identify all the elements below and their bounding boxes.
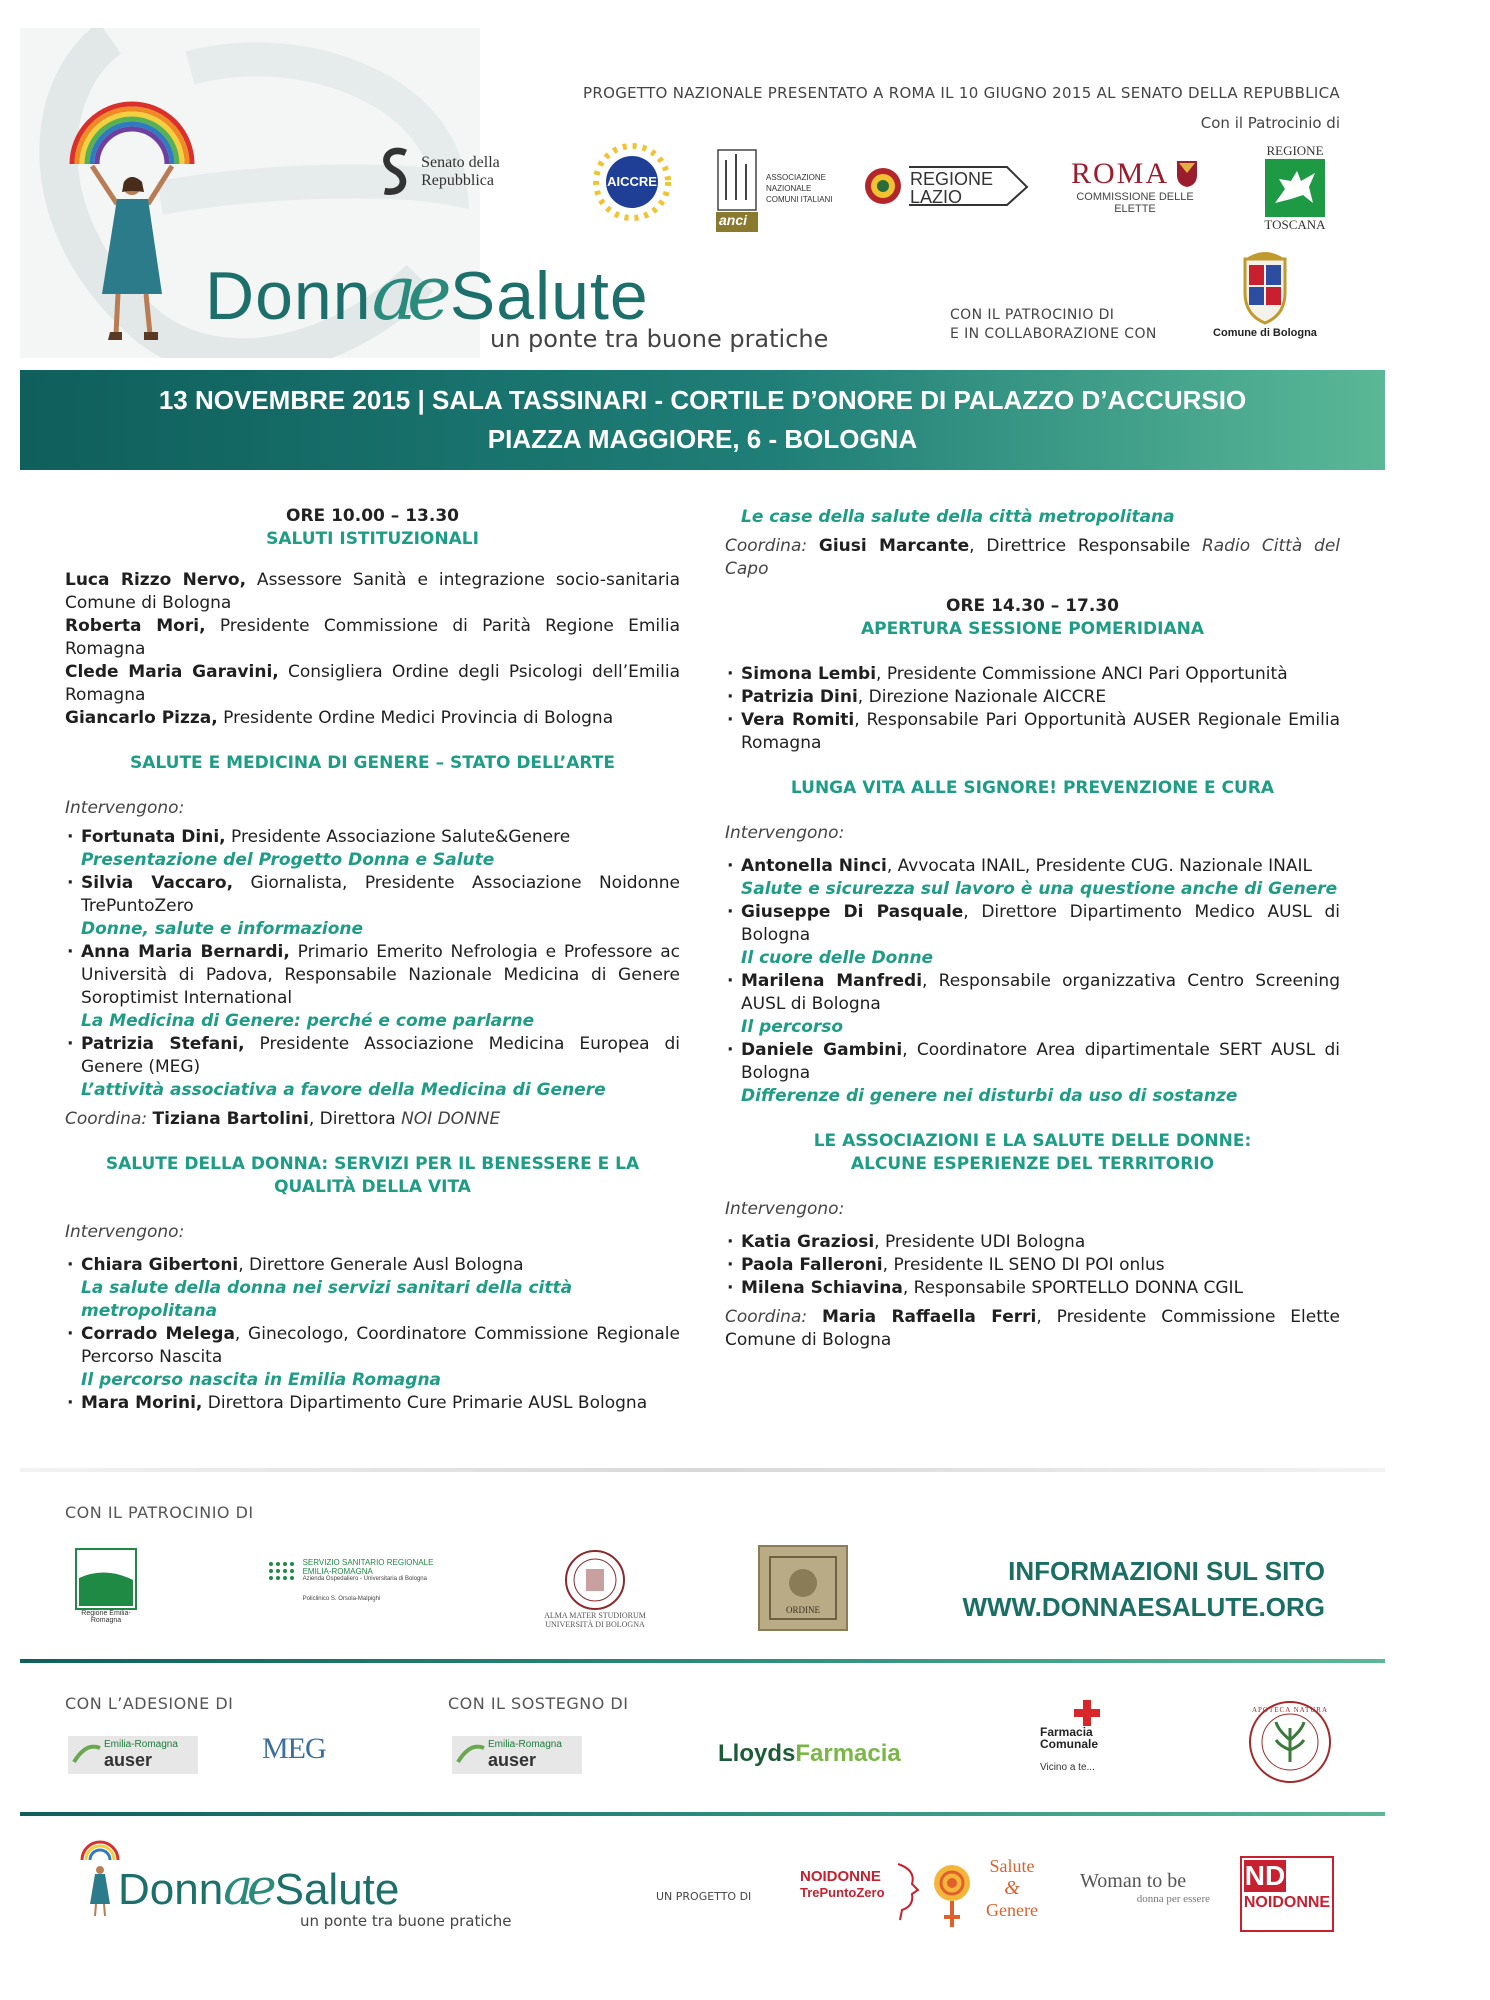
meg-logo: MEG (262, 1732, 326, 1765)
speaker-item: · Silvia Vaccaro, Giornalista, Presidente Associazione Noidonne TrePuntoZero (65, 872, 680, 918)
senato-logo (375, 142, 570, 202)
roma-shield-icon (1175, 159, 1199, 189)
speakers-label: Intervengono: (725, 1199, 845, 1219)
anci-short-label: anci (718, 212, 747, 228)
speakers-label: Intervengono: (725, 823, 845, 843)
talk-title: Le case della salute della città metropolitana (741, 507, 1175, 527)
lloyds-farmacia-logo (718, 1740, 901, 1768)
ssr-dots-icon (267, 1558, 297, 1602)
profile-face-icon (894, 1862, 920, 1922)
coordinator-line: Coordina: Giusi Marcante, Direttrice Responsabile Radio Città del Capo (725, 536, 1340, 579)
speaker-item: · Katia Graziosi, Presidente UDI Bologna (725, 1231, 1340, 1254)
teal-divider (20, 1659, 1385, 1663)
small-rainbow-woman-icon (78, 1838, 122, 1918)
woman-to-be-logo (1080, 1870, 1210, 1930)
speaker-item: · Antonella Ninci, Avvocata INAIL, Presidente CUG. Nazionale INAIL (725, 855, 1340, 878)
tagline: un ponte tra buone pratiche (490, 325, 829, 353)
afternoon-title: APERTURA SESSIONE POMERIDIANA (860, 619, 1205, 639)
ssr-line-1: SERVIZIO SANITARIO REGIONALE (302, 1558, 434, 1567)
speaker-item: · Chiara Gibertoni, Direttore Generale Ausl Bologna (65, 1254, 680, 1277)
brand-left: Donn (205, 258, 372, 334)
noidonne-magazine-logo (1240, 1856, 1334, 1932)
farmacia-slogan: Vicino a te... (1040, 1762, 1095, 1773)
footer-patronage-label: CON IL PATROCINIO DI (65, 1503, 254, 1522)
donna-e-salute-brand (205, 248, 649, 337)
project-label: UN PROGETTO DI (656, 1890, 752, 1903)
apoteca-natura-logo (1248, 1700, 1332, 1784)
roma-subtitle: COMMISSIONE DELLE ELETTE (1076, 191, 1194, 215)
auser-swoosh-icon (72, 1742, 102, 1768)
speaker-item: · Patrizia Stefani, Presidente Associazione Medicina Europea di Genere (MEG) (65, 1033, 680, 1079)
afternoon-time: ORE 14.30 – 17.30 (946, 596, 1119, 616)
woman-to-be-label: Woman to be (1080, 1870, 1187, 1892)
morning-time: ORE 10.00 – 13.30 (286, 506, 459, 526)
speaker-item: · Marilena Manfredi, Responsabile organizzativa Centro Screening AUSL di Bologna (725, 970, 1340, 1016)
regione-lazio-logo (862, 160, 1037, 212)
unibo-seal-icon (564, 1549, 626, 1611)
toscana-top-label: REGIONE (1266, 143, 1324, 158)
talk-title: Il cuore delle Donne (741, 948, 934, 968)
aiccre-label: AICCRE (607, 174, 657, 189)
farmacia-line-2: Comunale (1040, 1737, 1099, 1751)
auser-support-region: Emilia-Romagna (488, 1739, 562, 1750)
regione-emilia-romagna-logo (72, 1545, 140, 1627)
nd-noidonne-label: NOIDONNE (1243, 1894, 1331, 1911)
auser-support-label: auser (488, 1750, 537, 1770)
speaker-item: · Anna Maria Bernardi, Primario Emerito Nefrologia e Professore ac Università di Padova, Responsabile Nazionale Medicina di Genere Soroptimist International (65, 941, 680, 1010)
roma-logo (1055, 155, 1215, 217)
emilia-label: Regione Emilia-Romagna (81, 1610, 131, 1624)
talk-title: La Medicina di Genere: perché e come parlarne (81, 1011, 535, 1031)
nd-label: ND (1244, 1860, 1286, 1891)
auser-support-swoosh-icon (456, 1742, 486, 1768)
brand-ae: ae (371, 248, 442, 337)
woman-to-be-sub: donna per essere (1136, 1893, 1210, 1905)
talk-title: Il percorso (741, 1017, 844, 1037)
apoteca-label: APOTECA NATURA (1251, 1706, 1329, 1714)
unibo-line-1: ALMA MATER STUDIORUM (544, 1611, 646, 1620)
lloyds-label: Lloyds (718, 1740, 796, 1767)
speaker-item: · Fortunata Dini, Presidente Associazione Salute&Genere (65, 826, 680, 849)
auser-support-logo (452, 1736, 582, 1774)
section-title-medicina-genere: SALUTE E MEDICINA DI GENERE – STATO DELL’ARTE (130, 753, 615, 773)
comune-bologna-logo (1210, 244, 1320, 344)
opening-item: · Patrizia Dini, Direzione Nazionale AICCRE (725, 686, 1340, 709)
speaker-item: · Giuseppe Di Pasquale, Direttore Dipartimento Medico AUSL di Bologna (725, 901, 1340, 947)
lazio-emblem-icon (863, 166, 903, 206)
rainbow-woman-illustration (62, 94, 202, 344)
collab-line-1: CON IL PATROCINIO DI (950, 307, 1115, 323)
farmacia-comunale-label (1040, 1726, 1098, 1750)
auser-label: auser (104, 1750, 153, 1770)
adhesion-label: CON L’ADESIONE DI (65, 1694, 234, 1713)
ordine-medici-logo (758, 1545, 848, 1631)
pharmacy-cross-icon (1074, 1700, 1100, 1726)
section-title-associazioni: LE ASSOCIAZIONI E LA SALUTE DELLE DONNE: (813, 1131, 1252, 1151)
section-divider (20, 1468, 1385, 1472)
senato-label: Senato della Repubblica (421, 154, 500, 189)
unibo-logo (530, 1545, 660, 1633)
emilia-romagna-emblem-icon (75, 1548, 137, 1610)
unibo-line-2: UNIVERSITÀ DI BOLOGNA (545, 1620, 645, 1629)
section-title-associazioni-2: ALCUNE ESPERIENZE DEL TERRITORIO (850, 1154, 1215, 1174)
farmacia-label: Farmacia (795, 1740, 901, 1767)
talk-title: Donne, salute e informazione (81, 919, 364, 939)
program-left-column (65, 505, 680, 1415)
lazio-label: REGIONE LAZIO (910, 169, 994, 207)
support-label: CON IL SOSTEGNO DI (448, 1694, 629, 1713)
speaker-item: · Daniele Gambini, Coordinatore Area dipartimentale SERT AUSL di Bologna (725, 1039, 1340, 1085)
ssr-line-2: EMILIA-ROMAGNA (302, 1567, 373, 1576)
website-link[interactable]: WWW.DONNAESALUTE.ORG (962, 1592, 1325, 1622)
speakers-label: Intervengono: (65, 798, 185, 818)
teal-divider-2 (20, 1812, 1385, 1816)
greeting-item: Roberta Mori, Presidente Commissione di Parità Regione Emilia Romagna (65, 616, 680, 659)
info-label: INFORMAZIONI SUL SITO (1008, 1556, 1325, 1586)
talk-title: La salute della donna nei servizi sanitari della città metropolitana (81, 1278, 573, 1321)
footer-tagline: un ponte tra buone pratiche (300, 1912, 512, 1930)
footer-brand-right: Salute (274, 1865, 400, 1914)
ssr-emilia-romagna-logo (250, 1558, 450, 1618)
trepuntozero-label: TrePuntoZero (800, 1885, 885, 1900)
anci-label: ASSOCIAZIONE NAZIONALE COMUNI ITALIANI (766, 172, 833, 204)
ssr-line-4: Policlinico S. Orsola-Malpighi (302, 1596, 381, 1602)
speaker-item: · Mara Morini, Direttora Dipartimento Cure Primarie AUSL Bologna (65, 1392, 680, 1415)
farmacia-comunale-logo (1038, 1700, 1124, 1784)
footer-brand (118, 1858, 399, 1916)
speaker-item: · Milena Schiavina, Responsabile SPORTELLO DONNA CGIL (725, 1277, 1340, 1300)
noidonne-label: NOIDONNE (800, 1868, 881, 1885)
talk-title: Salute e sicurezza sul lavoro è una questione anche di Genere (741, 879, 1338, 899)
brand-right: Salute (449, 258, 649, 334)
ordine-label: ORDINE (786, 1605, 820, 1615)
program-right-column (725, 506, 1340, 1352)
banner-line-1: 13 NOVEMBRE 2015 | SALA TASSINARI - CORTILE D’ONORE DI PALAZZO D’ACCURSIO (158, 385, 1247, 415)
opening-item: · Vera Romiti, Responsabile Pari Opportunità AUSER Regionale Emilia Romagna (725, 709, 1340, 755)
senato-emblem-icon (375, 144, 417, 200)
regione-toscana-logo (1255, 138, 1335, 238)
greeting-item: Clede Maria Garavini, Consigliera Ordine degli Psicologi dell’Emilia Romagna (65, 662, 680, 705)
noidonne-trepuntozero-logo (800, 1868, 920, 1924)
salute-genere-logo (930, 1855, 1050, 1933)
banner-line-2: PIAZZA MAGGIORE, 6 - BOLOGNA (487, 424, 918, 454)
sg-line-1: Salute (989, 1856, 1035, 1876)
footer-brand-ae: ae (223, 1858, 271, 1916)
coordinator-line: Coordina: Tiziana Bartolini, Direttora NOI DONNE (65, 1109, 501, 1129)
roma-label: ROMA (1070, 157, 1169, 190)
morning-title: SALUTI ISTITUZIONALI (266, 529, 479, 549)
ssr-line-3: Azienda Ospedaliero - Universitaria di Bologna (302, 1576, 427, 1582)
footer-brand-left: Donn (118, 1865, 224, 1914)
sg-line-3: Genere (986, 1900, 1038, 1920)
toscana-bottom-label: TOSCANA (1264, 217, 1326, 232)
section-title-salute-donna: SALUTE DELLA DONNA: SERVIZI PER IL BENESSERE E LA (105, 1154, 640, 1174)
website-info (945, 1553, 1325, 1625)
pegasus-icon (1265, 159, 1325, 217)
sg-line-2: & (1004, 1877, 1020, 1899)
speakers-label: Intervengono: (65, 1222, 185, 1242)
speaker-item: · Corrado Melega, Ginecologo, Coordinatore Commissione Regionale Percorso Nascita (65, 1323, 680, 1369)
collaboration-text (950, 306, 1157, 344)
aiccre-logo (587, 142, 677, 222)
section-title-salute-donna-2: QUALITÀ DELLA VITA (274, 1177, 471, 1197)
talk-title: L’attività associativa a favore della Medicina di Genere (81, 1080, 606, 1100)
event-banner (20, 370, 1385, 470)
talk-title: Presentazione del Progetto Donna e Salute (81, 850, 495, 870)
farmacia-line-1: Farmacia (1040, 1725, 1093, 1739)
auser-region: Emilia-Romagna (104, 1739, 178, 1750)
opening-item: · Simona Lembi, Presidente Commissione ANCI Pari Opportunità (725, 663, 1340, 686)
bologna-label: Comune di Bologna (1213, 327, 1317, 339)
greeting-item: Giancarlo Pizza, Presidente Ordine Medici Provincia di Bologna (65, 708, 614, 728)
venus-spiral-icon (930, 1859, 974, 1933)
greeting-item: Luca Rizzo Nervo, Assessore Sanità e integrazione socio-sanitaria Comune di Bologna (65, 570, 680, 613)
talk-title: Il percorso nascita in Emilia Romagna (81, 1370, 442, 1390)
bologna-crest-icon (1233, 249, 1297, 327)
section-title-lunga-vita: LUNGA VITA ALLE SIGNORE! PREVENZIONE E CURA (790, 778, 1275, 798)
speaker-item: · Paola Falleroni, Presidente IL SENO DI POI onlus (725, 1254, 1340, 1277)
auser-logo (68, 1736, 198, 1774)
coordinator-line: Coordina: Maria Raffaella Ferri, Presidente Commissione Elette Comune di Bologna (725, 1307, 1341, 1350)
national-project-line: PROGETTO NAZIONALE PRESENTATO A ROMA IL 10 GIUGNO 2015 AL SENATO DELLA REPUBBLICA (583, 84, 1340, 102)
talk-title: Differenze di genere nei disturbi da uso di sostanze (741, 1086, 1238, 1106)
patronage-label: Con il Patrocinio di (1200, 114, 1340, 132)
collab-line-2: E IN COLLABORAZIONE CON (950, 326, 1157, 342)
salute-genere-label (974, 1855, 1050, 1921)
anci-logo (710, 140, 840, 236)
